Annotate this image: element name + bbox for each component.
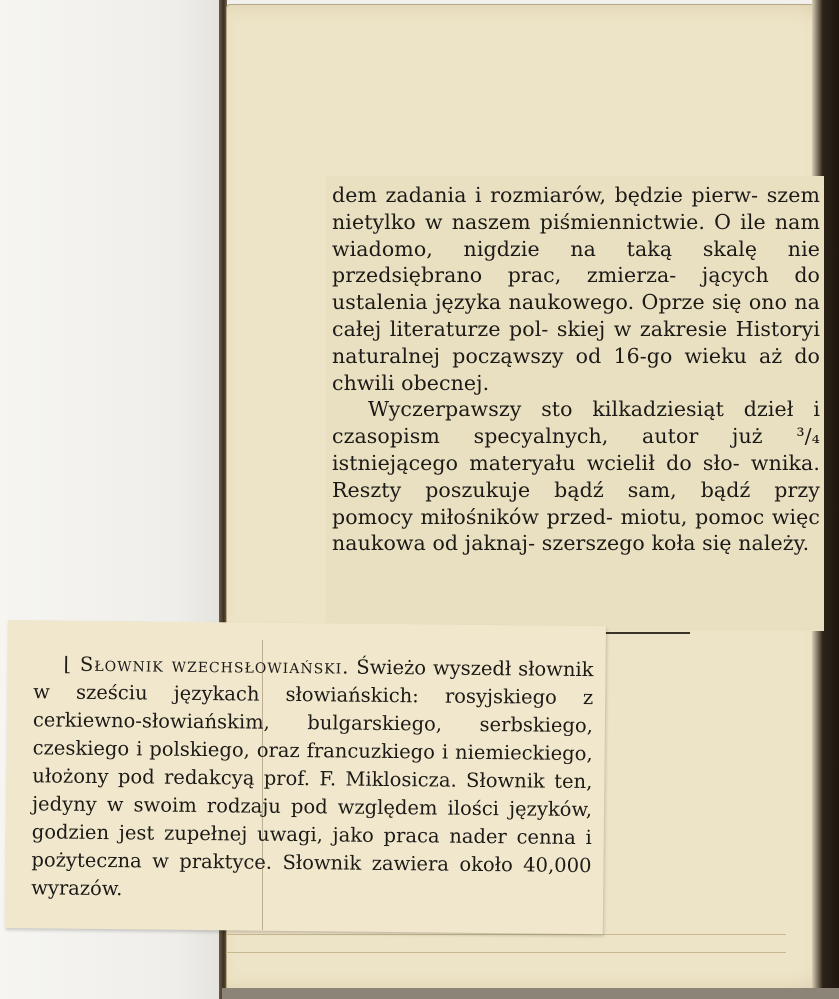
page-ruling [226,952,786,953]
text-line: istniejącego materyału wcielił do sło- [332,450,740,475]
paragraph-2 [332,396,820,557]
clipping-fold [262,640,263,930]
text-line: miotu, pomoc więc naukowa od jaknaj- [332,504,820,556]
clipping-text-column [332,182,820,557]
bottom-edge [222,988,839,999]
text-line: począwszy od 16-go wieku aż do chwili [332,343,820,395]
text-line: szerszego koła się należy. [541,531,810,556]
text-line: dem zadania i rozmiarów, będzie pierw- [332,183,759,207]
text-line: skiej w zakresie Historyi naturalnej [332,316,820,368]
text-line: jących do ustalenia języka naukowego. [332,263,820,315]
article-heading: ⌊ Słownik wzechsłowiański. [63,652,350,679]
text-line: Oprze się ono na całej literaturze pol- [332,290,820,341]
text-line: bądź przy pomocy miłośników przed- [332,477,820,529]
article-text: Świeżo wyszedł słownik w sześciu językach słowiańskich: rosyjskiego z cerkiewno-słowiańskim, bulgarskiego, serbskiego, czeskiego i polskiego, oraz francuzkiego i niemieckiego, ułożony pod redakcyą prof. F. Miklosicza. Słownik ten, jedyny w swoim rodzaju pod względem ilości języków, godzien jest zupełnej uwagi, jako praca nader cenna i pożyteczna w praktyce. Słownik zawiera około 40,000 wyrazów. [31,655,594,901]
text-line: wnika. Reszty poszukuje bądź sam, [332,450,820,502]
paragraph-1 [332,182,820,396]
text-line: Wyczerpawszy sto kilkadziesiąt dzieł [368,397,794,422]
text-line: O ile nam wiadomo, nigdzie na taką [332,209,820,261]
newspaper-clipping-bottom [5,620,606,934]
text-line: skalę nie przedsiębrano prac, zmierza- [332,236,821,288]
text-line: i czasopism specyalnych, autor już ³/₄ [332,397,820,449]
newspaper-clipping-top [326,176,824,631]
clipping-body [31,650,594,908]
page-ruling [226,934,786,935]
text-line: obecnej. [401,370,490,395]
text-line: szem nietylko w naszem piśmiennictwie. [332,183,820,234]
article-paragraph [31,650,594,908]
